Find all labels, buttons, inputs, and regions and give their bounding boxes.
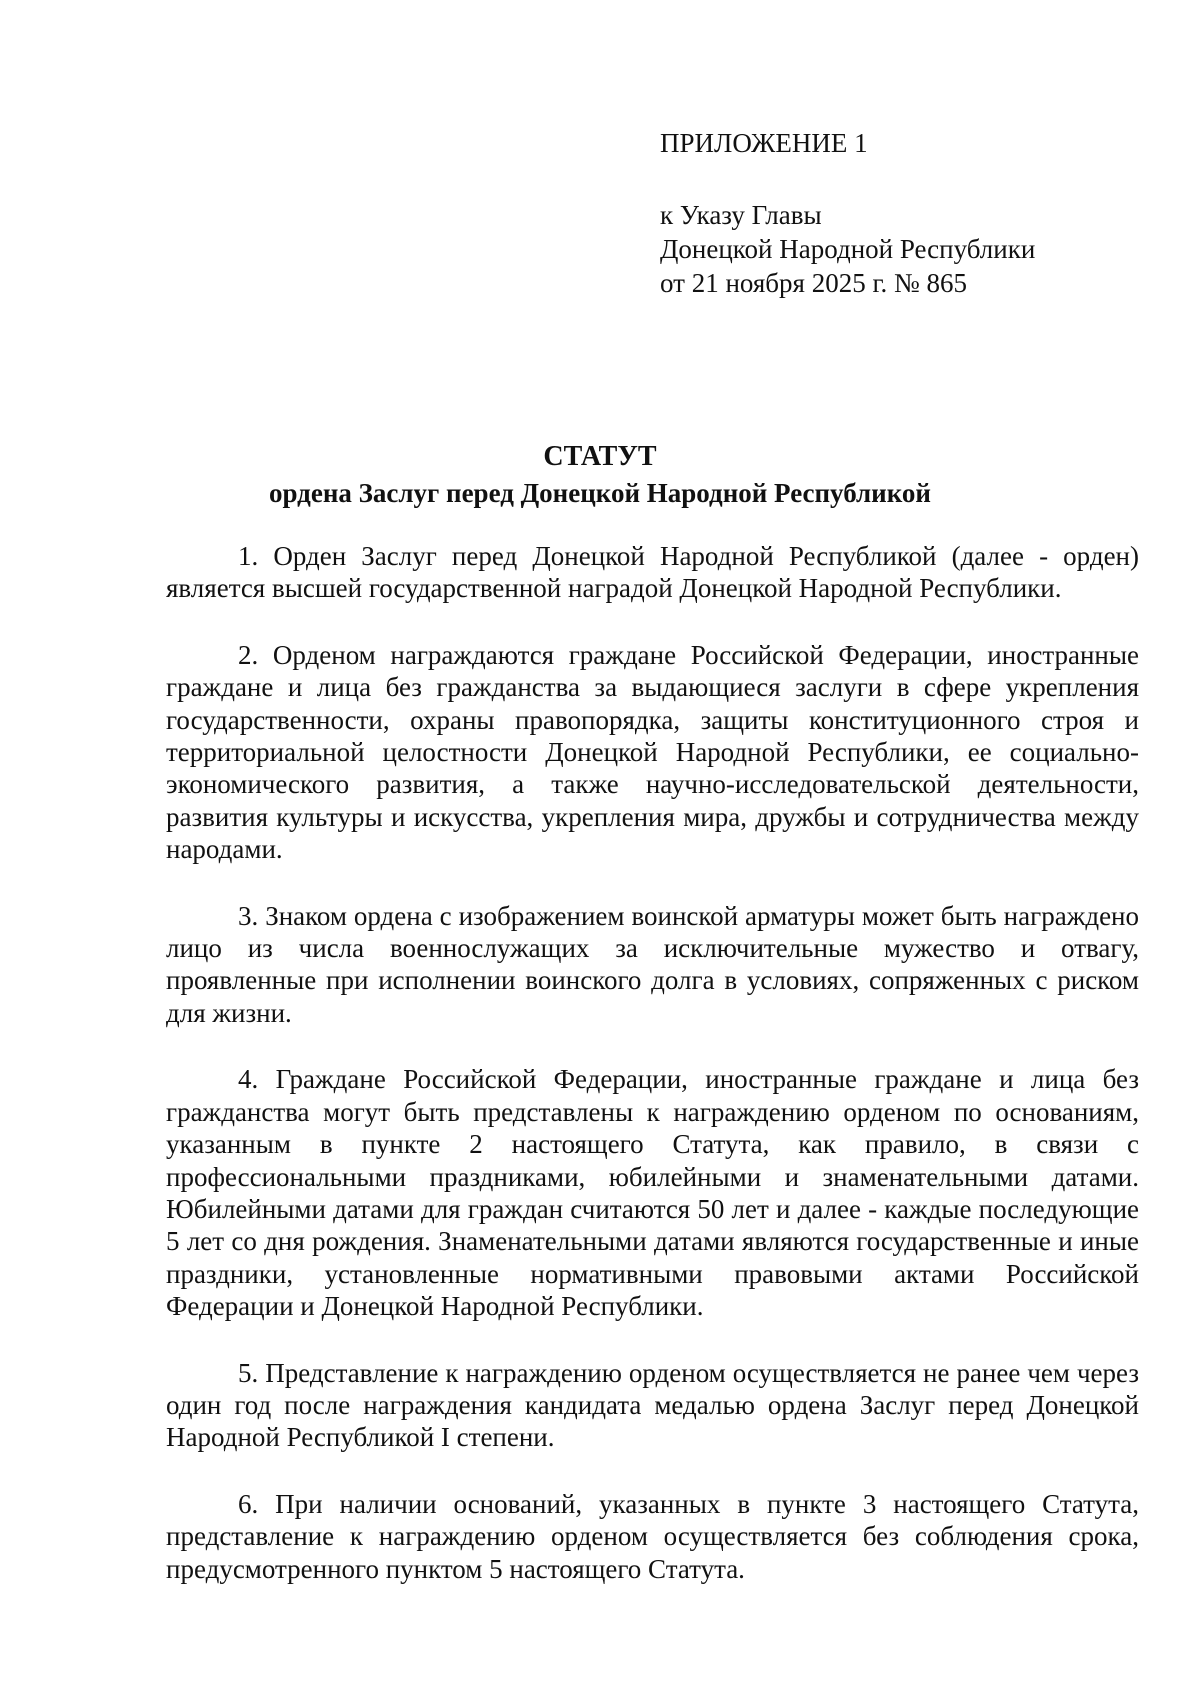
appendix-header	[660, 126, 1120, 300]
statute-paragraph: 2. Орденом награждаются граждане Российской Федерации, иностранные граждане и лица без гражданства за выдающиеся заслуги в сфере укрепления государственности, охраны правопорядка, защиты конституционного строя и территориальной целостности Донецкой Народной Республики, ее социально-экономического развития, а также научно-исследовательской деятельности, развития культуры и искусства, укрепления мира, дружбы и сотрудничества между народами.	[166, 639, 1139, 865]
title-block	[0, 440, 1200, 510]
statute-paragraph: 4. Граждане Российской Федерации, иностранные граждане и лица без гражданства могут быть представлены к награждению орденом по основаниям, указанным в пункте 2 настоящего Статута, как правило, в связи с профессиональными праздниками, юбилейными и знаменательными датами. Юбилейными датами для граждан считаются 50 лет и далее - каждые последующие 5 лет со дня рождения. Знаменательными датами являются государственные и иные праздники, установленные нормативными правовыми актами Российской Федерации и Донецкой Народной Республики.	[166, 1064, 1139, 1322]
statute-paragraph: 1. Орден Заслуг перед Донецкой Народной Республикой (далее - орден) является высшей государственной наградой Донецкой Народной Республики.	[166, 541, 1139, 604]
statute-body	[166, 540, 1139, 1619]
statute-paragraph: 3. Знаком ордена с изображением воинской арматуры может быть награждено лицо из числа военнослужащих за исключительные мужество и отвагу, проявленные при исполнении воинского долга в условиях, сопряженных с риском для жизни.	[166, 900, 1139, 1028]
statute-paragraph: 5. Представление к награждению орденом осуществляется не ранее чем через один год после награждения кандидата медалью ордена Заслуг перед Донецкой Народной Республикой I степени.	[166, 1357, 1139, 1453]
decree-reference-line: к Указу Главы	[660, 200, 822, 230]
document-subtitle: ордена Заслуг перед Донецкой Народной Республикой	[269, 478, 931, 508]
decree-reference-line: от 21 ноября 2025 г. № 865	[660, 268, 967, 298]
appendix-label: ПРИЛОЖЕНИЕ 1	[660, 128, 868, 158]
statute-paragraph: 6. При наличии оснований, указанных в пункте 3 настоящего Статута, представление к награждению орденом осуществляется без соблюдения срока, предусмотренного пунктом 5 настоящего Статута.	[166, 1488, 1139, 1584]
decree-reference-line: Донецкой Народной Республики	[660, 234, 1036, 264]
document-title: СТАТУТ	[543, 441, 657, 472]
